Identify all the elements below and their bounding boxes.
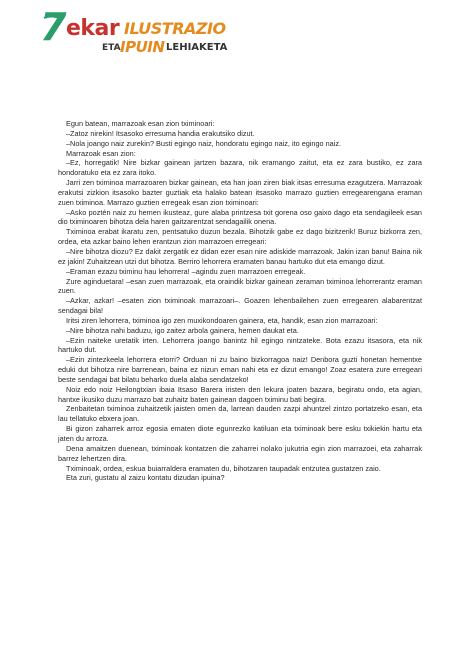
story-paragraph: Tximinoak, ordea, eskua buiarraldera eramaten du, bihotzaren taupadak entzutea gustatzen zaio. (66, 463, 381, 473)
logo-word-eta: ETA (102, 43, 121, 53)
story-paragraph: Eta zuri, gustatu al zaizu kontatu dizudan ipuina? (66, 473, 225, 483)
story-paragraph: –Azkar, azkar! –esaten zion tximinoak marrazoari–. Goazen lehenbailehen zuen erregearen alabarentzat sendagai bila! (58, 296, 422, 316)
story-paragraph: Tximinoa erabat ikaratu zen, pentsatuko duzun bezala. Bihotzik gabe ez dago bizitzerik! Buruz bizkorra zen, ordea, eta azkar baino lehen erantzun zion marrazoen erregeari: (58, 227, 422, 247)
logo-word-lehiaketa: LEHIAKETA (166, 42, 228, 53)
story-paragraph: –Ezin zintezkeela lehorrera etorri? Orduan ni zu baino bizkorragoa naiz! Denbora guzti honetan hementxe eduki dut bihotza nire barrenean, baina ez nizun eman nahi eta ez dizut emango! Zoaz esatera zure erregeari beste sendagai bat bilatu beharko duela alaba sendatzeko! (58, 355, 422, 384)
story-paragraph: –Nola joango naiz zurekin? Busti egingo naiz, hondoratu egingo naiz, ito egingo naiz. (66, 138, 342, 148)
story-paragraph: Zure aginduetara! –esan zuen marrazoak, eta oraindik bizkar gainean zeraman tximinoa lehorrerantz eraman zuen. (58, 276, 422, 296)
story-paragraph: Dena amaitzen duenean, tximinoak kontatzen die zaharrei nolako jukutria egin zion marrazoei, eta zaharrak barrez lehertzen dira. (58, 443, 422, 463)
story-paragraph: –Asko poztén naiz zu hemen ikusteaz, gure alaba printzesa txit gorena oso gaixo dago eta sendagileek esan dio tximinoaren bihotza dela haren gaitzarentzat sendagailik onena. (58, 207, 422, 227)
story-paragraph: –Eraman ezazu tximinu hau lehorrera! –agindu zuen marrazoen erregeak. (66, 266, 306, 276)
story-paragraph: –Nire bihotza nahi baduzu, igo zaitez arbola gainera, hemen daukat eta. (66, 325, 299, 335)
story-paragraph: Noiz edo noiz Heilongtxian ibaia Itsaso Barera iristen den lekura joaten bazara, begiratu ondo, eta agian, hantxe ikusiko duzu marrazo bat zuhaitz baten gainean dagoen tximinu bati begira. (58, 384, 422, 404)
story-text (58, 119, 422, 483)
story-paragraph: Egun batean, marrazoak esan zion tximinoari: (66, 119, 215, 128)
logo-word-ipuin: IPUIN (120, 38, 165, 56)
story-paragraph: Bi gizon zaharrek arroz egosia ematen diote egunrezko katiluan eta tximinoak bere esku txikiekin hartu eta jaten du arroza. (58, 424, 422, 443)
contest-logo (40, 5, 270, 64)
story-paragraph: Marrazoak esan zion: (66, 148, 136, 158)
story-paragraph: Zenbaitetan tximinoa zuhaitzetik jaisten omen da, larrean dauden zazpi ahuntzel zintzo portatzeko esan, eta lau tellatuko ebxera joan. (58, 404, 422, 424)
story-paragraph: –Zatoz nirekin! Itsasoko erresuma handia erakutsiko dizut. (66, 128, 255, 138)
story-paragraph: –Ezin naiteke uretatik irten. Lehorrera joango banintz hil egingo nintzateke. Bota ezazu itsasora, eta nik hartuko dut. (58, 335, 422, 355)
story-paragraph: Jarri zen tximinoa marrazoaren bizkar gainean, eta han joan ziren biak itsas erresuma ezagutzera. Marrazoak erakutsi zizkion itsasoko bazter guztiak eta halako batean itsasoko marrazo guztien erregearengana eraman zuen tximinoa. Marrazo guztien erregeak esan zion tximinoari: (58, 178, 422, 207)
logo-numeral: 7 (40, 5, 67, 49)
logo-word-ilustrazio: ILUSTRAZIO (124, 19, 226, 38)
logo-brand: ekar (66, 16, 120, 41)
story-paragraph: –Nire bihotza diozu? Ez dakit zergatik ez didan ezer esan nire adiskide marrazoak. Jakin izan banu! Baina nik ez jakin! Zuhaitzean utzi dut bihotza. Berriro lehorrera eramaten banau hartuko dut eta emango dizut. (58, 246, 422, 266)
story-paragraph: –Ez, horregatik! Nire bizkar gainean jartzen bazara, nik eramango zaitut, eta ez zara bustiko, ez zara hondoratuko eta ez zara itoko. (58, 158, 422, 178)
story-paragraph: Iritsi ziren lehorrera, tximinoa igo zen muxikondoaren gainera, eta, handik, esan zion marrazoari: (66, 315, 378, 325)
